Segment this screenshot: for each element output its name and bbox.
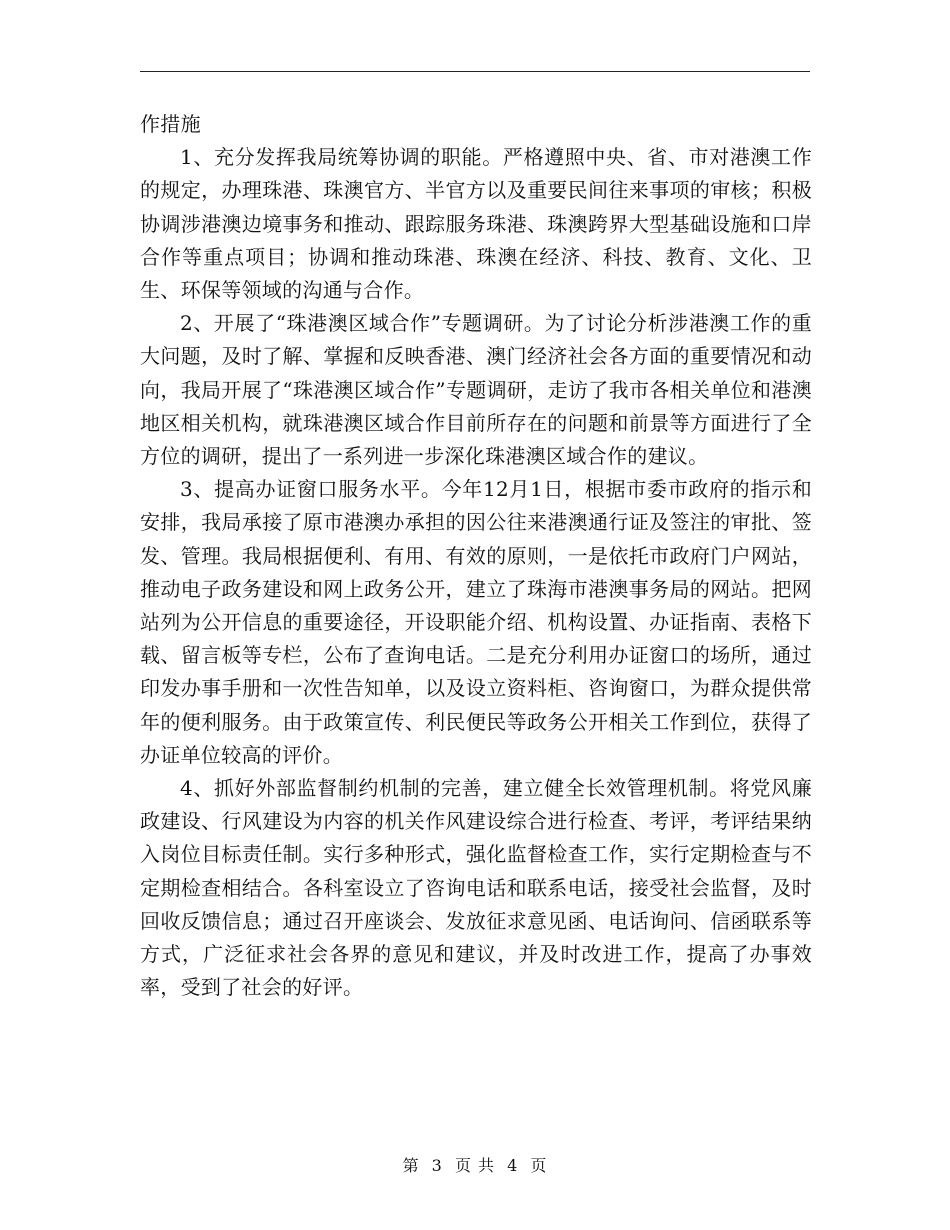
paragraph-4: 4、抓好外部监督制约机制的完善，建立健全长效管理机制。将党风廉政建设、行风建设为内容的机关作风建设综合进行检查、考评，考评结果纳入岗位目标责任制。实行多种形式，强化监督检查工作，实行定期检查与不定期检查相结合。各科室设立了咨询电话和联系电话，接受社会监督，及时回收反馈信息；通过召开座谈会、发放征求意见函、电话询问、信函联系等方式，广泛征求社会各界的意见和建议，并及时改进工作，提高了办事效率，受到了社会的好评。 (140, 776, 812, 1000)
continuation-text: 作措施 (140, 112, 201, 136)
header-rule (140, 71, 810, 72)
paragraph-2: 2、开展了“珠港澳区域合作”专题调研。为了讨论分析涉港澳工作的重大问题，及时了解、掌握和反映香港、澳门经济社会各方面的重要情况和动向，我局开展了“珠港澳区域合作”专题调研，走访了我市各相关单位和港澳地区相关机构，就珠港澳区域合作目前所存在的问题和前景等方面进行了全方位的调研，提出了一系列进一步深化珠港澳区域合作的建议。 (140, 311, 812, 469)
paragraph-1: 1、充分发挥我局统筹协调的职能。严格遵照中央、省、市对港澳工作的规定，办理珠港、珠澳官方、半官方以及重要民间往来事项的审核；积极协调涉港澳边境事务和推动、跟踪服务珠港、珠澳跨界大型基础设施和口岸合作等重点项目；协调和推动珠港、珠澳在经济、科技、教育、文化、卫生、环保等领域的沟通与合作。 (140, 145, 812, 303)
footer-total-pages: 4 (507, 1156, 519, 1175)
footer-current-page: 3 (431, 1156, 443, 1175)
document-body (140, 108, 812, 1004)
footer-suffix: 页 (530, 1156, 548, 1175)
paragraph-3: 3、提高办证窗口服务水平。今年12月1日，根据市委市政府的指示和安排，我局承接了原市港澳办承担的因公往来港澳通行证及签注的审批、签发、管理。我局根据便利、有用、有效的原则，一是依托市政府门户网站，推动电子政务建设和网上政务公开，建立了珠海市港澳事务局的网站。把网站列为公开信息的重要途径，开设职能介绍、机构设置、办证指南、表格下载、留言板等专栏，公布了查询电话。二是充分利用办证窗口的场所，通过印发办事手册和一次性告知单，以及设立资料柜、咨询窗口，为群众提供常年的便利服务。由于政策宣传、利民便民等政务公开相关工作到位，获得了办证单位较高的评价。 (140, 477, 812, 767)
footer-middle: 页 共 (454, 1156, 496, 1175)
footer-prefix: 第 (402, 1156, 420, 1175)
page-footer (0, 1154, 950, 1178)
